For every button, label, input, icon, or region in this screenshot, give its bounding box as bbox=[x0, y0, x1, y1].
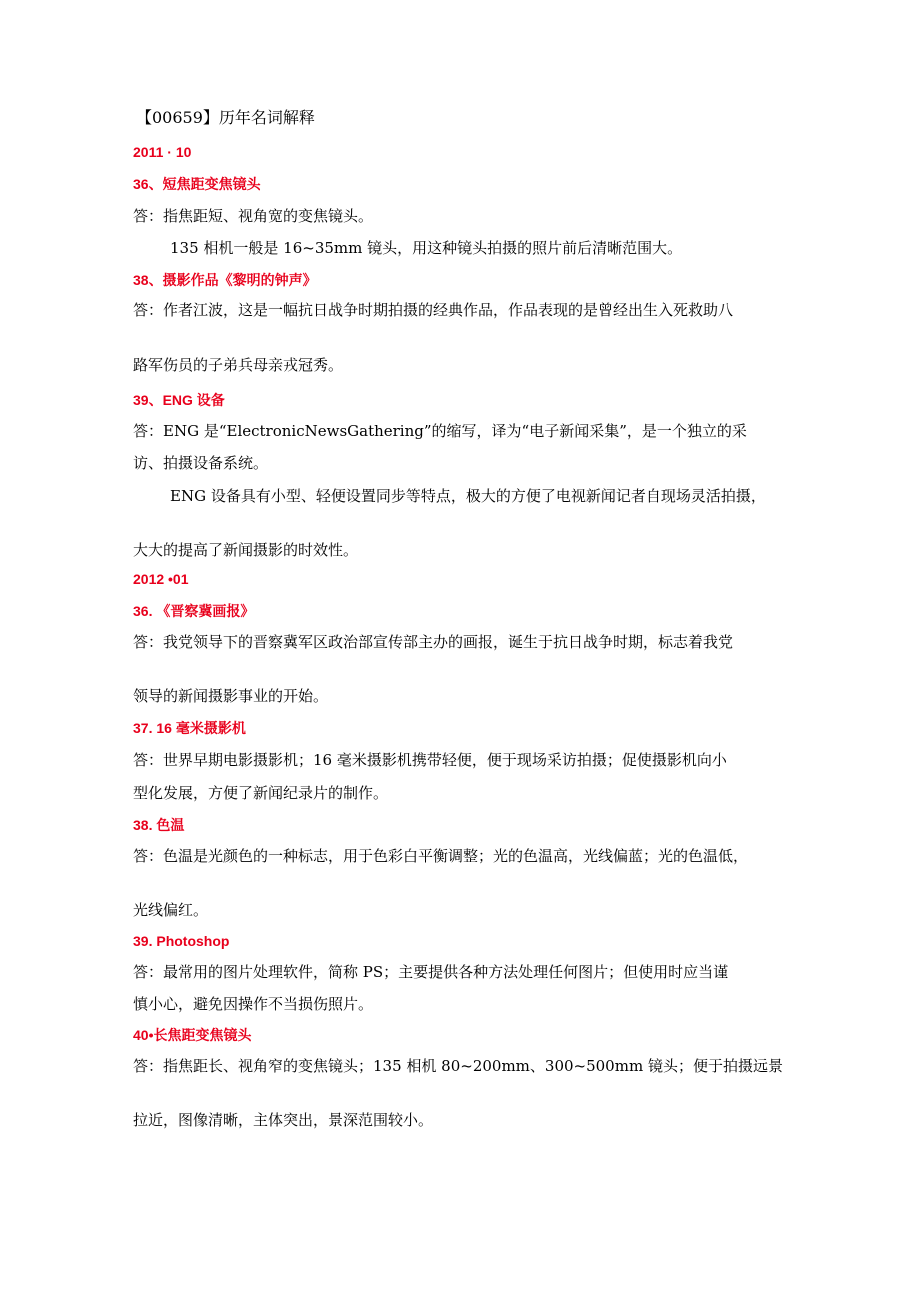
answer-text: 领导的新闻摄影事业的开始。 bbox=[133, 687, 329, 705]
answer-text: 慎小心，避免因操作不当损伤照片。 bbox=[133, 995, 374, 1013]
answer-text: 光线偏红。 bbox=[133, 901, 209, 919]
answer-text: ENG 设备具有小型、轻便设置同步等特点，极大的方便了电视新闻记者自现场灵活拍摄， bbox=[170, 487, 766, 505]
term-heading: 40•长焦距变焦镜头 bbox=[133, 1027, 252, 1043]
answer-text: 答：色温是光颜色的一种标志，用于色彩白平衡调整；光的色温高，光线偏蓝；光的色温低， bbox=[133, 847, 749, 865]
section-date-2012: 2012 •01 bbox=[133, 571, 189, 587]
section-date-2011: 2011 · 10 bbox=[133, 144, 192, 160]
term-heading: 38、摄影作品《黎明的钟声》 bbox=[133, 272, 317, 288]
answer-text: 答：作者江波，这是一幅抗日战争时期拍摄的经典作品，作品表现的是曾经出生入死救助八 bbox=[133, 301, 734, 319]
answer-text: 拉近，图像清晰，主体突出，景深范围较小。 bbox=[133, 1111, 434, 1129]
answer-text: 答：指焦距短、视角宽的变焦镜头。 bbox=[133, 207, 374, 225]
answer-text: 答：世界早期电影摄影机；16 毫米摄影机携带轻便，便于现场采访拍摄；促使摄影机向小 bbox=[133, 751, 727, 769]
answer-text: 答：最常用的图片处理软件，简称 PS；主要提供各种方法处理任何图片；但使用时应当谨 bbox=[133, 963, 729, 981]
answer-text: 路军伤员的子弟兵母亲戎冠秀。 bbox=[133, 356, 344, 374]
answer-text: 答：我党领导下的晋察冀军区政治部宣传部主办的画报，诞生于抗日战争时期，标志着我党 bbox=[133, 633, 734, 651]
term-heading: 37. 16 毫米摄影机 bbox=[133, 720, 246, 736]
answer-text: 访、拍摄设备系统。 bbox=[133, 454, 269, 472]
answer-text: 答：指焦距长、视角窄的变焦镜头；135 相机 80~200mm、300~500mm 镜头；便于拍摄远景 bbox=[133, 1057, 783, 1075]
term-heading: 36. 《晋察冀画报》 bbox=[133, 603, 255, 619]
answer-text: 型化发展，方便了新闻纪录片的制作。 bbox=[133, 784, 389, 802]
term-heading: 36、短焦距变焦镜头 bbox=[133, 176, 261, 192]
term-heading: 39. Photoshop bbox=[133, 933, 230, 949]
term-heading: 39、ENG 设备 bbox=[133, 392, 225, 408]
document-title: 【00659】历年名词解释 bbox=[136, 108, 315, 127]
answer-text: 大大的提高了新闻摄影的时效性。 bbox=[133, 541, 359, 559]
term-heading: 38. 色温 bbox=[133, 817, 185, 833]
answer-text: 135 相机一般是 16~35mm 镜头，用这种镜头拍摄的照片前后清晰范围大。 bbox=[170, 239, 683, 257]
answer-text: 答：ENG 是“ElectronicNewsGathering”的缩写，译为“电子新闻采集”，是一个独立的采 bbox=[133, 422, 747, 440]
